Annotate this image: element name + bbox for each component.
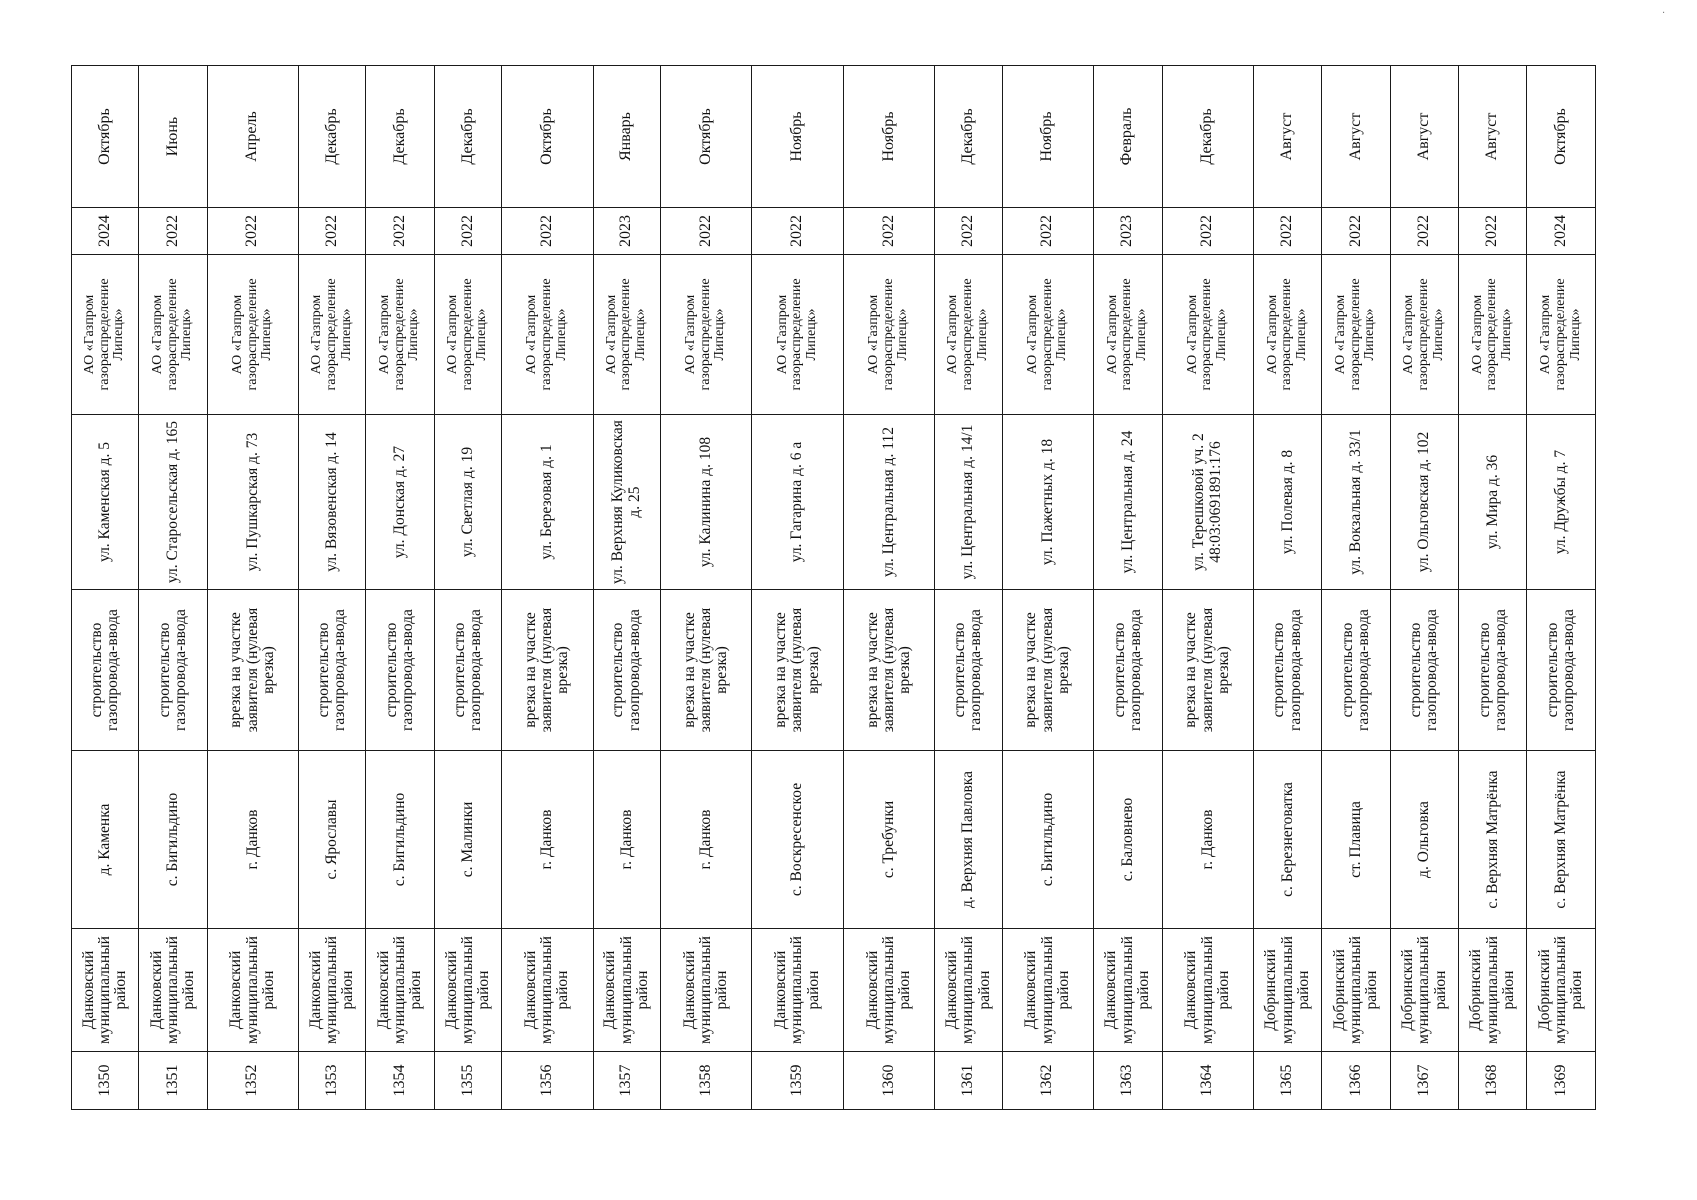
cell-month: Июнь xyxy=(139,66,207,208)
cell-district: Данковский муниципальный район xyxy=(207,929,299,1052)
cell-year: 2023 xyxy=(1094,208,1162,255)
cell-district: Добринский муниципальный район xyxy=(1254,929,1322,1052)
cell-org: АО «Газпром газораспределение Липецк» xyxy=(502,255,594,415)
table-row xyxy=(752,66,844,1110)
table-row xyxy=(1459,66,1527,1110)
cell-locality: г. Данков xyxy=(660,751,752,929)
cell-month: Ноябрь xyxy=(1002,66,1094,208)
cell-district: Добринский муниципальный район xyxy=(1390,929,1458,1052)
cell-num: 1364 xyxy=(1162,1052,1254,1110)
cell-address: ул. Гагарина д. 6 а xyxy=(752,415,844,590)
cell-month: Январь xyxy=(593,66,660,208)
cell-address: ул. Вокзальная д. 33/1 xyxy=(1322,415,1390,590)
cell-district: Данковский муниципальный район xyxy=(366,929,434,1052)
table-body xyxy=(72,66,1596,1110)
cell-locality: д. Верхняя Павловка xyxy=(935,751,1002,929)
cell-num: 1350 xyxy=(72,1052,139,1110)
cell-num: 1356 xyxy=(502,1052,594,1110)
cell-org: АО «Газпром газораспределение Липецк» xyxy=(1527,255,1596,415)
cell-locality: с. Верхняя Матрёнка xyxy=(1459,751,1527,929)
cell-work: врезка на участке заявителя (нулевая врезка) xyxy=(752,590,844,751)
cell-year: 2022 xyxy=(299,208,366,255)
cell-num: 1359 xyxy=(752,1052,844,1110)
cell-locality: г. Данков xyxy=(1162,751,1254,929)
cell-org: АО «Газпром газораспределение Липецк» xyxy=(593,255,660,415)
gas-connection-table xyxy=(71,65,1596,1110)
cell-locality: г. Данков xyxy=(207,751,299,929)
table-row xyxy=(502,66,594,1110)
cell-district: Добринский муниципальный район xyxy=(1527,929,1596,1052)
cell-month: Октябрь xyxy=(72,66,139,208)
cell-address: ул. Центральная д. 14/1 xyxy=(935,415,1002,590)
cell-month: Октябрь xyxy=(660,66,752,208)
cell-year: 2022 xyxy=(1322,208,1390,255)
cell-address: ул. Калинина д. 108 xyxy=(660,415,752,590)
cell-month: Август xyxy=(1459,66,1527,208)
cell-num: 1354 xyxy=(366,1052,434,1110)
cell-work: врезка на участке заявителя (нулевая врезка) xyxy=(660,590,752,751)
cell-num: 1365 xyxy=(1254,1052,1322,1110)
table-row xyxy=(1162,66,1254,1110)
cell-district: Данковский муниципальный район xyxy=(1094,929,1162,1052)
cell-address: ул. Старосельская д. 165 xyxy=(139,415,207,590)
cell-month: Ноябрь xyxy=(752,66,844,208)
cell-month: Декабрь xyxy=(1162,66,1254,208)
cell-locality: с. Бигильдино xyxy=(366,751,434,929)
cell-address: ул. Дружбы д. 7 xyxy=(1527,415,1596,590)
cell-year: 2022 xyxy=(139,208,207,255)
cell-month: Декабрь xyxy=(434,66,501,208)
cell-work: строительство газопровода-ввода xyxy=(139,590,207,751)
cell-locality: д. Каменка xyxy=(72,751,139,929)
cell-num: 1363 xyxy=(1094,1052,1162,1110)
table-row xyxy=(207,66,299,1110)
cell-org: АО «Газпром газораспределение Липецк» xyxy=(1390,255,1458,415)
cell-work: врезка на участке заявителя (нулевая врезка) xyxy=(1002,590,1094,751)
table-row xyxy=(366,66,434,1110)
cell-year: 2022 xyxy=(660,208,752,255)
cell-month: Август xyxy=(1254,66,1322,208)
cell-month: Август xyxy=(1390,66,1458,208)
cell-address: ул. Верхняя Куликовская д. 25 xyxy=(593,415,660,590)
cell-work: строительство газопровода-ввода xyxy=(299,590,366,751)
cell-district: Данковский муниципальный район xyxy=(1162,929,1254,1052)
cell-year: 2022 xyxy=(502,208,594,255)
cell-num: 1351 xyxy=(139,1052,207,1110)
table-row xyxy=(935,66,1002,1110)
table-row xyxy=(1390,66,1458,1110)
cell-org: АО «Газпром газораспределение Липецк» xyxy=(1162,255,1254,415)
cell-year: 2024 xyxy=(1527,208,1596,255)
cell-num: 1368 xyxy=(1459,1052,1527,1110)
cell-num: 1357 xyxy=(593,1052,660,1110)
table-row xyxy=(843,66,935,1110)
table-row xyxy=(72,66,139,1110)
cell-num: 1362 xyxy=(1002,1052,1094,1110)
cell-work: строительство газопровода-ввода xyxy=(1322,590,1390,751)
cell-year: 2022 xyxy=(1390,208,1458,255)
cell-work: строительство газопровода-ввода xyxy=(366,590,434,751)
cell-num: 1352 xyxy=(207,1052,299,1110)
cell-work: строительство газопровода-ввода xyxy=(434,590,501,751)
cell-month: Декабрь xyxy=(299,66,366,208)
cell-month: Апрель xyxy=(207,66,299,208)
cell-address: ул. Светлая д. 19 xyxy=(434,415,501,590)
cell-district: Добринский муниципальный район xyxy=(1459,929,1527,1052)
cell-work: врезка на участке заявителя (нулевая врезка) xyxy=(843,590,935,751)
cell-locality: с. Баловнево xyxy=(1094,751,1162,929)
cell-year: 2022 xyxy=(1002,208,1094,255)
table-row xyxy=(1322,66,1390,1110)
cell-org: АО «Газпром газораспределение Липецк» xyxy=(1459,255,1527,415)
cell-address: ул. Каменская д. 5 xyxy=(72,415,139,590)
cell-address: ул. Березовая д. 1 xyxy=(502,415,594,590)
cell-org: АО «Газпром газораспределение Липецк» xyxy=(72,255,139,415)
cell-locality: г. Данков xyxy=(593,751,660,929)
cell-num: 1360 xyxy=(843,1052,935,1110)
cell-locality: с. Воскресенское xyxy=(752,751,844,929)
cell-year: 2022 xyxy=(843,208,935,255)
cell-locality: с. Березнеговатка xyxy=(1254,751,1322,929)
cell-org: АО «Газпром газораспределение Липецк» xyxy=(660,255,752,415)
table-row xyxy=(1254,66,1322,1110)
cell-locality: д. Ольговка xyxy=(1390,751,1458,929)
cell-work: строительство газопровода-ввода xyxy=(1254,590,1322,751)
cell-year: 2024 xyxy=(72,208,139,255)
cell-address: ул. Ольговская д. 102 xyxy=(1390,415,1458,590)
cell-num: 1355 xyxy=(434,1052,501,1110)
cell-num: 1358 xyxy=(660,1052,752,1110)
table-row xyxy=(299,66,366,1110)
cell-month: Октябрь xyxy=(502,66,594,208)
table-row xyxy=(434,66,501,1110)
cell-district: Данковский муниципальный район xyxy=(752,929,844,1052)
cell-year: 2022 xyxy=(935,208,1002,255)
cell-address: ул. Вязовенская д. 14 xyxy=(299,415,366,590)
cell-work: врезка на участке заявителя (нулевая врезка) xyxy=(502,590,594,751)
table-row xyxy=(660,66,752,1110)
cell-district: Данковский муниципальный район xyxy=(843,929,935,1052)
cell-month: Ноябрь xyxy=(843,66,935,208)
cell-locality: ст. Плавица xyxy=(1322,751,1390,929)
cell-month: Декабрь xyxy=(366,66,434,208)
cell-district: Данковский муниципальный район xyxy=(935,929,1002,1052)
cell-work: врезка на участке заявителя (нулевая врезка) xyxy=(207,590,299,751)
cell-year: 2022 xyxy=(1162,208,1254,255)
cell-num: 1366 xyxy=(1322,1052,1390,1110)
cell-year: 2022 xyxy=(207,208,299,255)
table-row xyxy=(139,66,207,1110)
cell-district: Данковский муниципальный район xyxy=(72,929,139,1052)
cell-org: АО «Газпром газораспределение Липецк» xyxy=(935,255,1002,415)
cell-district: Данковский муниципальный район xyxy=(1002,929,1094,1052)
table-row xyxy=(1002,66,1094,1110)
cell-org: АО «Газпром газораспределение Липецк» xyxy=(1254,255,1322,415)
cell-address: ул. Терешковой уч. 2 48:03:0691891:176 xyxy=(1162,415,1254,590)
cell-year: 2022 xyxy=(752,208,844,255)
scan-dot: · xyxy=(1662,8,1666,19)
cell-year: 2022 xyxy=(1254,208,1322,255)
cell-address: ул. Пажетных д. 18 xyxy=(1002,415,1094,590)
cell-work: строительство газопровода-ввода xyxy=(593,590,660,751)
cell-address: ул. Центральная д. 112 xyxy=(843,415,935,590)
cell-locality: с. Бигильдино xyxy=(139,751,207,929)
cell-locality: с. Верхняя Матрёнка xyxy=(1527,751,1596,929)
cell-locality: с. Ярославы xyxy=(299,751,366,929)
cell-org: АО «Газпром газораспределение Липецк» xyxy=(434,255,501,415)
cell-district: Данковский муниципальный район xyxy=(660,929,752,1052)
cell-district: Данковский муниципальный район xyxy=(299,929,366,1052)
rotated-table-container xyxy=(71,66,1596,1110)
cell-district: Данковский муниципальный район xyxy=(502,929,594,1052)
cell-org: АО «Газпром газораспределение Липецк» xyxy=(1002,255,1094,415)
cell-district: Добринский муниципальный район xyxy=(1322,929,1390,1052)
cell-address: ул. Донская д. 27 xyxy=(366,415,434,590)
cell-num: 1361 xyxy=(935,1052,1002,1110)
table-row xyxy=(1527,66,1596,1110)
cell-org: АО «Газпром газораспределение Липецк» xyxy=(1094,255,1162,415)
cell-address: ул. Пушкарская д. 73 xyxy=(207,415,299,590)
cell-org: АО «Газпром газораспределение Липецк» xyxy=(366,255,434,415)
cell-locality: г. Данков xyxy=(502,751,594,929)
cell-work: строительство газопровода-ввода xyxy=(1390,590,1458,751)
cell-year: 2022 xyxy=(1459,208,1527,255)
cell-org: АО «Газпром газораспределение Липецк» xyxy=(843,255,935,415)
cell-address: ул. Мира д. 36 xyxy=(1459,415,1527,590)
cell-work: строительство газопровода-ввода xyxy=(1527,590,1596,751)
cell-work: строительство газопровода-ввода xyxy=(1094,590,1162,751)
cell-work: строительство газопровода-ввода xyxy=(72,590,139,751)
cell-district: Данковский муниципальный район xyxy=(593,929,660,1052)
cell-address: ул. Полевая д. 8 xyxy=(1254,415,1322,590)
cell-org: АО «Газпром газораспределение Липецк» xyxy=(1322,255,1390,415)
cell-org: АО «Газпром газораспределение Липецк» xyxy=(139,255,207,415)
table-row xyxy=(1094,66,1162,1110)
cell-month: Февраль xyxy=(1094,66,1162,208)
cell-district: Данковский муниципальный район xyxy=(434,929,501,1052)
cell-org: АО «Газпром газораспределение Липецк» xyxy=(752,255,844,415)
cell-locality: с. Требунки xyxy=(843,751,935,929)
cell-work: врезка на участке заявителя (нулевая врезка) xyxy=(1162,590,1254,751)
cell-year: 2022 xyxy=(366,208,434,255)
cell-num: 1353 xyxy=(299,1052,366,1110)
cell-work: строительство газопровода-ввода xyxy=(1459,590,1527,751)
cell-num: 1367 xyxy=(1390,1052,1458,1110)
cell-org: АО «Газпром газораспределение Липецк» xyxy=(299,255,366,415)
cell-year: 2022 xyxy=(434,208,501,255)
cell-month: Октябрь xyxy=(1527,66,1596,208)
cell-locality: с. Малинки xyxy=(434,751,501,929)
cell-num: 1369 xyxy=(1527,1052,1596,1110)
cell-work: строительство газопровода-ввода xyxy=(935,590,1002,751)
cell-month: Август xyxy=(1322,66,1390,208)
cell-month: Декабрь xyxy=(935,66,1002,208)
cell-org: АО «Газпром газораспределение Липецк» xyxy=(207,255,299,415)
cell-locality: с. Бигильдино xyxy=(1002,751,1094,929)
cell-year: 2023 xyxy=(593,208,660,255)
table-row xyxy=(593,66,660,1110)
cell-address: ул. Центральная д. 24 xyxy=(1094,415,1162,590)
cell-district: Данковский муниципальный район xyxy=(139,929,207,1052)
